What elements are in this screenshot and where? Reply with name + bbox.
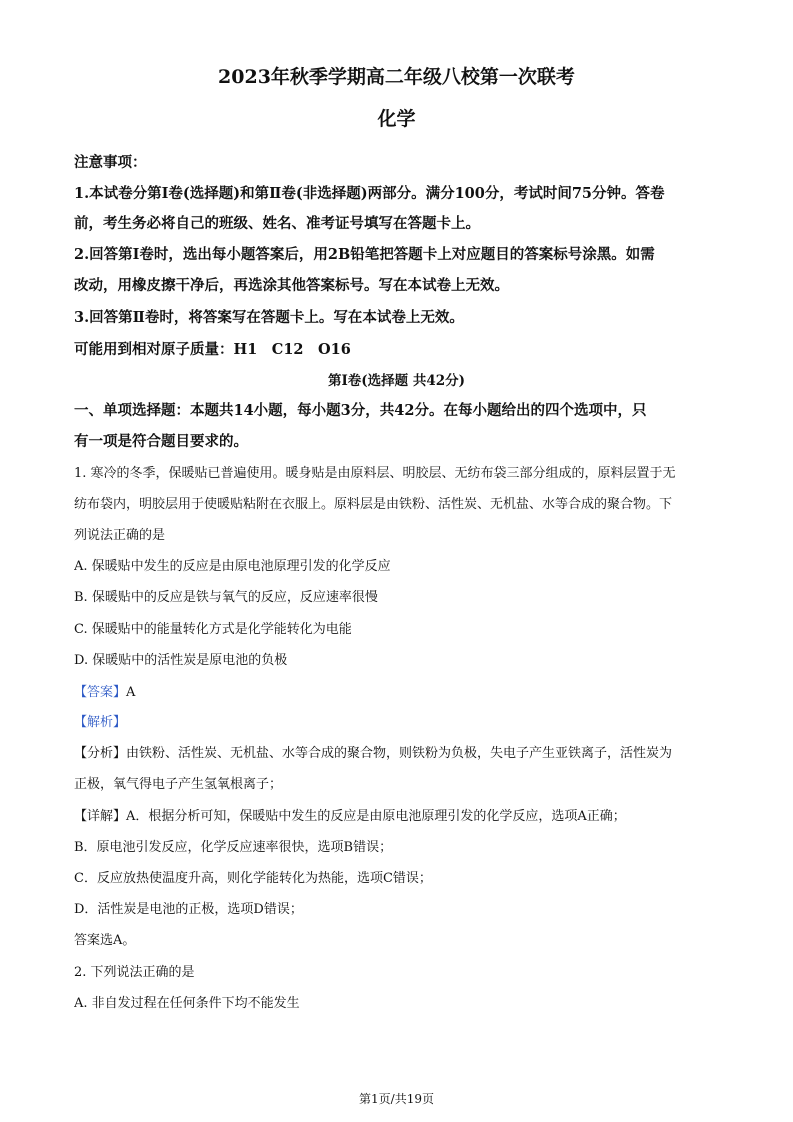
notice-line: 1.本试卷分第Ⅰ卷(选择题)和第Ⅱ卷(非选择题)两部分。满分100分，考试时间75分钟。答卷 <box>74 185 665 202</box>
notice-line: 前，考生务必将自己的班级、姓名、准考证号填写在答题卡上。 <box>74 215 480 232</box>
option-b: B. 保暖贴中的反应是铁与氧气的反应，反应速率很慢 <box>74 590 378 605</box>
detail-line: 答案选A。 <box>74 933 136 948</box>
section-instruction: 一、单项选择题：本题共14小题，每小题3分，共42分。在每小题给出的四个选项中，只 <box>74 402 647 419</box>
subject-title: 化学 <box>377 108 416 130</box>
question-stem: 2. 下列说法正确的是 <box>74 965 195 980</box>
detail-line: D．活性炭是电池的正极，选项D错误； <box>74 902 303 917</box>
notice-line: 改动，用橡皮擦干净后，再选涂其他答案标号。写在本试卷上无效。 <box>74 277 509 294</box>
option-c: C. 保暖贴中的能量转化方式是化学能转化为电能 <box>74 622 352 637</box>
notice-line: 可能用到相对原子质量：H1 C12 O16 <box>74 341 351 358</box>
option-a: A. 保暖贴中发生的反应是由原电池原理引发的化学反应 <box>74 559 391 574</box>
notice-line: 3.回答第Ⅱ卷时，将答案写在答题卡上。写在本试卷上无效。 <box>74 309 464 326</box>
notice-line: 2.回答第Ⅰ卷时，选出每小题答案后，用2B铅笔把答题卡上对应题目的答案标号涂黑。如需 <box>74 246 655 263</box>
page-number: 第1页/共19页 <box>359 1092 434 1106</box>
detail-line: 【详解】A．根据分析可知，保暖贴中发生的反应是由原电池原理引发的化学反应，选项A正确； <box>74 809 626 824</box>
notice-heading: 注意事项： <box>74 154 147 171</box>
option-a: A. 非自发过程在任何条件下均不能发生 <box>74 996 300 1011</box>
analysis-tag: 【解析】 <box>74 715 127 730</box>
analysis-text: 【分析】由铁粉、活性炭、无机盐、水等合成的聚合物，则铁粉为负极，失电子产生亚铁离子，活性炭为 <box>74 746 673 761</box>
section-title: 第Ⅰ卷(选择题 共42分) <box>327 373 466 389</box>
analysis-text: 正极，氧气得电子产生氢氧根离子； <box>74 777 283 792</box>
question-stem: 列说法正确的是 <box>74 528 166 543</box>
option-d: D. 保暖贴中的活性炭是原电池的负极 <box>74 653 288 668</box>
detail-line: C．反应放热使温度升高，则化学能转化为热能，选项C错误； <box>74 871 432 886</box>
section-instruction: 有一项是符合题目要求的。 <box>74 433 248 450</box>
answer-value: A <box>126 685 136 700</box>
exam-title: 2023年秋季学期高二年级八校第一次联考 <box>218 66 575 88</box>
detail-line: B．原电池引发反应，化学反应速率很快，选项B错误； <box>74 840 393 855</box>
question-stem: 纺布袋内，明胶层用于使暖贴粘附在衣服上。原料层是由铁粉、活性炭、无机盐、水等合成的聚合物。下 <box>74 497 673 512</box>
answer-tag: 【答案】 <box>74 685 127 700</box>
question-stem: 1. 寒冷的冬季，保暖贴已普遍使用。暖身贴是由原料层、明胶层、无纺布袋三部分组成的，原料层置于无 <box>74 466 676 481</box>
answer-line <box>74 681 724 700</box>
